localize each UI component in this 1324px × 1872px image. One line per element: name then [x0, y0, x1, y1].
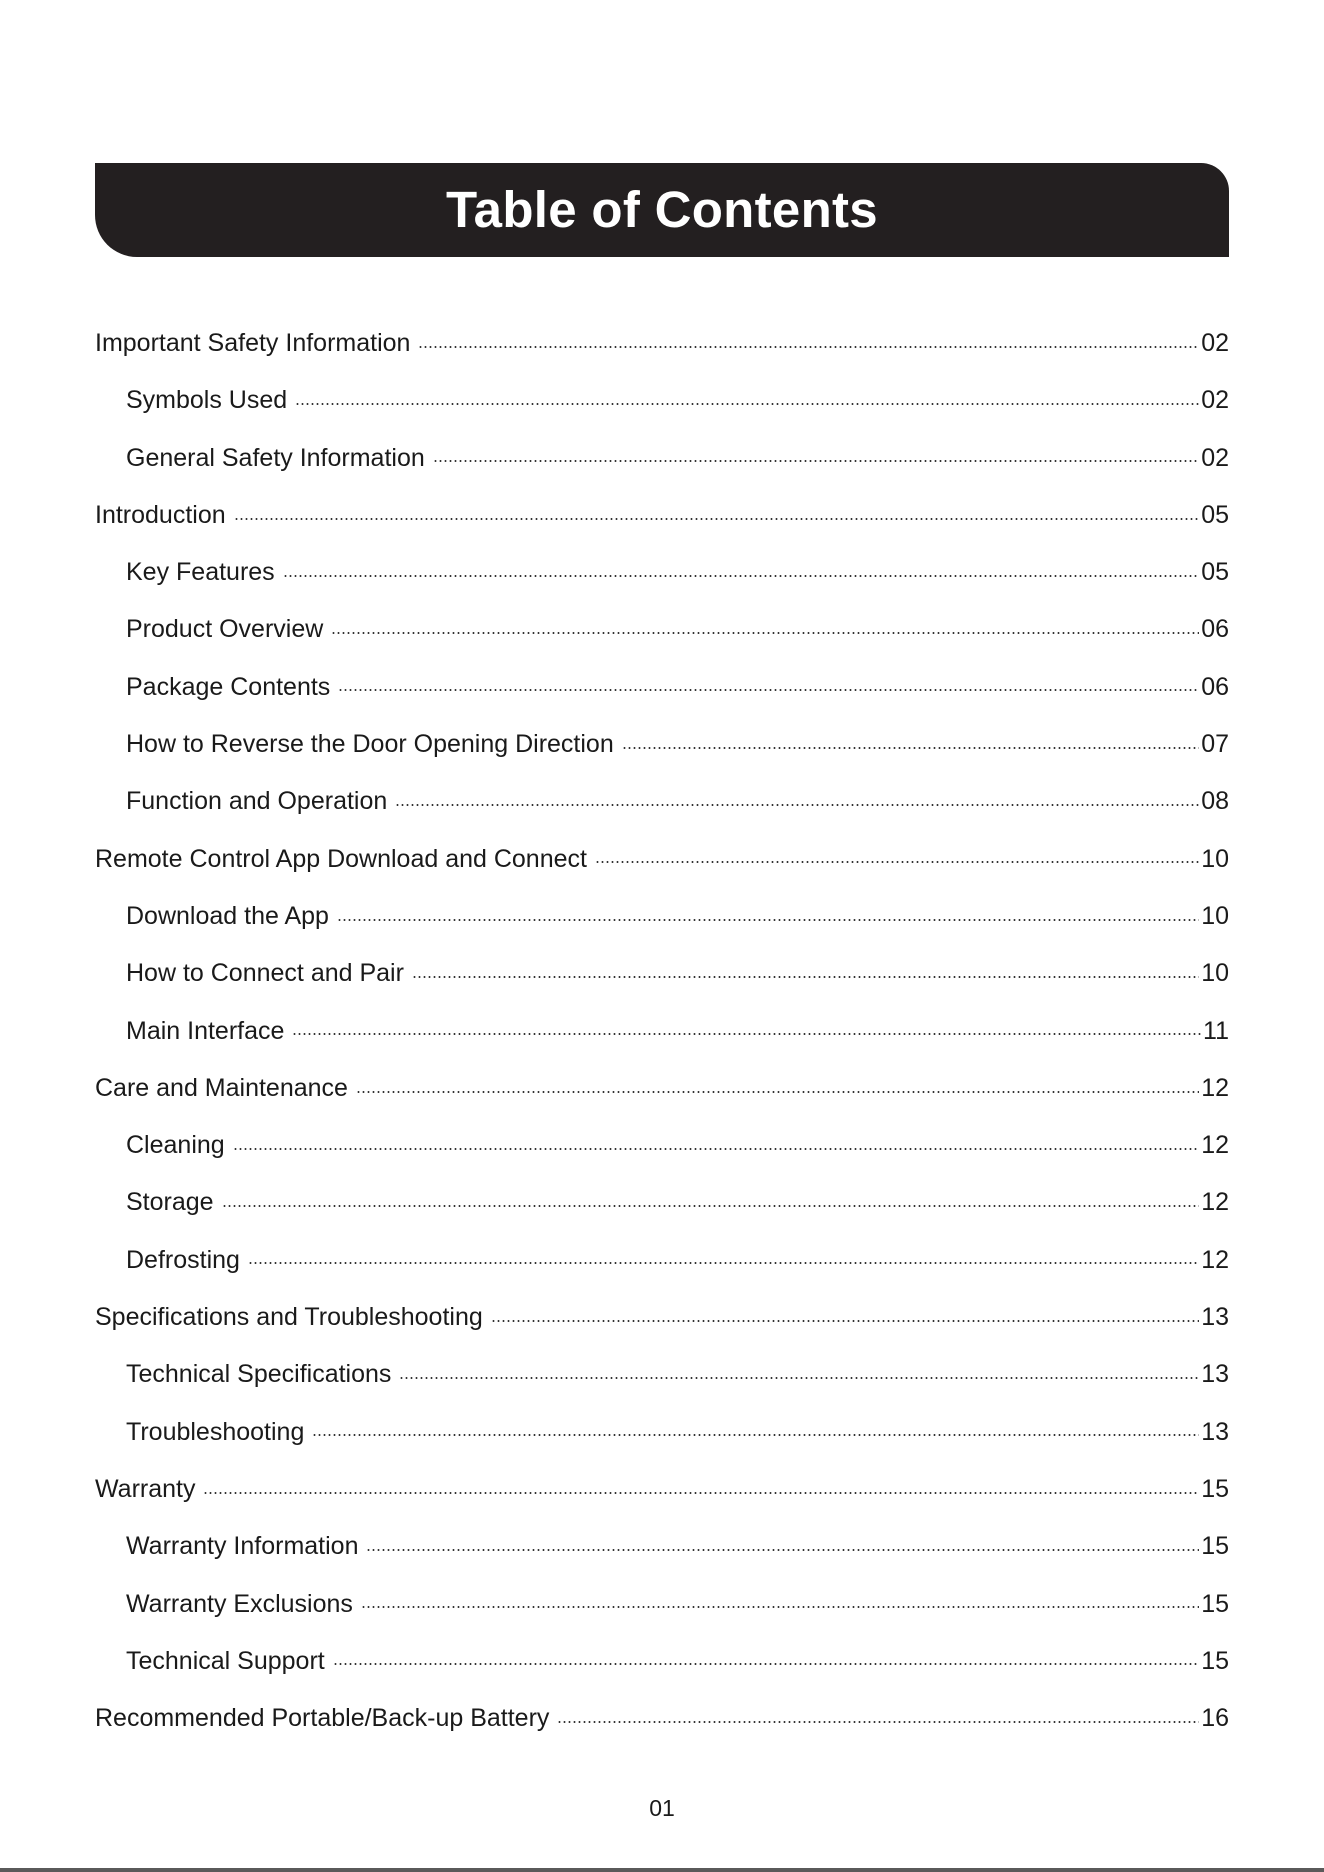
toc-entry-page: 06 — [1201, 615, 1229, 644]
toc-subentry[interactable] — [95, 773, 1229, 830]
dot-leader — [412, 976, 1199, 978]
toc-entry-label: Warranty Information — [126, 1532, 359, 1561]
toc-entry-label: Cleaning — [126, 1131, 225, 1160]
dot-leader — [433, 460, 1199, 462]
title-banner — [95, 163, 1229, 257]
dot-leader — [233, 1148, 1200, 1150]
toc-entry-page: 13 — [1201, 1360, 1229, 1389]
dot-leader — [366, 1549, 1199, 1551]
dot-leader — [333, 1663, 1199, 1665]
dot-leader — [622, 747, 1199, 749]
dot-leader — [491, 1320, 1199, 1322]
dot-leader — [361, 1606, 1199, 1608]
toc-entry-page: 02 — [1201, 329, 1229, 357]
dot-leader — [283, 575, 1200, 577]
toc-entry-label: Specifications and Troubleshooting — [95, 1303, 483, 1332]
toc-entry-page: 10 — [1201, 844, 1229, 873]
toc-subentry[interactable] — [95, 1174, 1229, 1231]
dot-leader — [248, 1262, 1199, 1264]
toc-entry-label: Symbols Used — [126, 386, 288, 415]
toc-entry[interactable] — [95, 1461, 1229, 1518]
dot-leader — [203, 1492, 1199, 1494]
toc-subentry[interactable] — [95, 1633, 1229, 1690]
toc-entry-label: Function and Operation — [126, 787, 388, 816]
toc-entry-page: 15 — [1201, 1532, 1229, 1561]
toc-entry-page: 07 — [1201, 730, 1229, 759]
toc-subentry[interactable] — [95, 544, 1229, 601]
toc-entry-label: Troubleshooting — [126, 1417, 305, 1446]
toc-subentry[interactable] — [95, 1404, 1229, 1461]
dot-leader — [557, 1721, 1199, 1723]
toc-subentry[interactable] — [95, 945, 1229, 1002]
toc-entry-page: 15 — [1201, 1474, 1229, 1503]
dot-leader — [399, 1377, 1199, 1379]
dot-leader — [331, 632, 1199, 634]
toc-entry[interactable] — [95, 1060, 1229, 1117]
toc-entry-page: 05 — [1201, 558, 1229, 587]
toc-entry-label: Product Overview — [126, 615, 324, 644]
toc-subentry[interactable] — [95, 372, 1229, 429]
toc-entry-page: 12 — [1201, 1188, 1229, 1217]
toc-entry-page: 15 — [1201, 1646, 1229, 1675]
toc-subentry[interactable] — [95, 1003, 1229, 1060]
toc-entry-label: Care and Maintenance — [95, 1073, 348, 1102]
dot-leader — [312, 1434, 1199, 1436]
toc-entry-page: 02 — [1201, 443, 1229, 472]
toc-entry-label: General Safety Information — [126, 443, 425, 472]
toc-entry-page: 10 — [1201, 959, 1229, 988]
toc-entry-label: Main Interface — [126, 1016, 285, 1045]
page-number: 01 — [649, 1795, 675, 1821]
toc-entry-label: Defrosting — [126, 1245, 240, 1274]
toc-entry-page: 10 — [1201, 901, 1229, 930]
toc-subentry[interactable] — [95, 1117, 1229, 1174]
dot-leader — [395, 804, 1199, 806]
dot-leader — [295, 403, 1199, 405]
dot-leader — [292, 1033, 1201, 1035]
toc-entry-label: Download the App — [126, 901, 329, 930]
toc-entry-page: 08 — [1201, 787, 1229, 816]
table-of-contents — [95, 315, 1229, 1747]
dot-leader — [418, 346, 1199, 348]
toc-subentry[interactable] — [95, 601, 1229, 658]
toc-entry-page: 13 — [1201, 1417, 1229, 1446]
toc-entry-label: Important Safety Information — [95, 329, 411, 357]
toc-entry-page: 02 — [1201, 386, 1229, 415]
toc-entry-page: 13 — [1201, 1303, 1229, 1332]
toc-entry-page: 12 — [1201, 1131, 1229, 1160]
toc-subentry[interactable] — [95, 1576, 1229, 1633]
toc-entry-page: 16 — [1201, 1704, 1229, 1733]
dot-leader — [595, 861, 1199, 863]
toc-subentry[interactable] — [95, 1346, 1229, 1403]
toc-entry[interactable] — [95, 1289, 1229, 1346]
toc-entry-label: How to Connect and Pair — [126, 959, 404, 988]
toc-entry-label: Package Contents — [126, 672, 331, 701]
toc-entry-page: 12 — [1201, 1073, 1229, 1102]
toc-entry-label: Technical Support — [126, 1646, 325, 1675]
toc-entry[interactable] — [95, 1690, 1229, 1747]
toc-entry-label: Storage — [126, 1188, 214, 1217]
toc-entry-page: 11 — [1203, 1016, 1229, 1045]
toc-entry[interactable] — [95, 315, 1229, 372]
bottom-rule — [0, 1868, 1324, 1872]
toc-entry-label: Key Features — [126, 558, 275, 587]
toc-entry-label: Remote Control App Download and Connect — [95, 844, 587, 873]
toc-entry-page: 12 — [1201, 1245, 1229, 1274]
toc-entry-label: Warranty — [95, 1474, 196, 1503]
toc-entry-label: Warranty Exclusions — [126, 1589, 353, 1618]
toc-entry-label: Technical Specifications — [126, 1360, 392, 1389]
toc-subentry[interactable] — [95, 716, 1229, 773]
page-title: Table of Contents — [446, 180, 878, 238]
dot-leader — [337, 919, 1199, 921]
toc-subentry[interactable] — [95, 888, 1229, 945]
toc-entry-label: Introduction — [95, 500, 226, 529]
dot-leader — [234, 518, 1200, 520]
toc-entry[interactable] — [95, 831, 1229, 888]
toc-entry-label: How to Reverse the Door Opening Direction — [126, 730, 614, 759]
toc-entry-page: 15 — [1201, 1589, 1229, 1618]
toc-subentry[interactable] — [95, 1232, 1229, 1289]
toc-subentry[interactable] — [95, 430, 1229, 487]
toc-entry-label: Recommended Portable/Back-up Battery — [95, 1704, 550, 1733]
dot-leader — [338, 689, 1199, 691]
toc-entry-page: 06 — [1201, 672, 1229, 701]
toc-subentry[interactable] — [95, 659, 1229, 716]
toc-entry-page: 05 — [1201, 500, 1229, 529]
toc-subentry[interactable] — [95, 1518, 1229, 1575]
dot-leader — [222, 1205, 1200, 1207]
dot-leader — [356, 1091, 1199, 1093]
toc-entry[interactable] — [95, 487, 1229, 544]
